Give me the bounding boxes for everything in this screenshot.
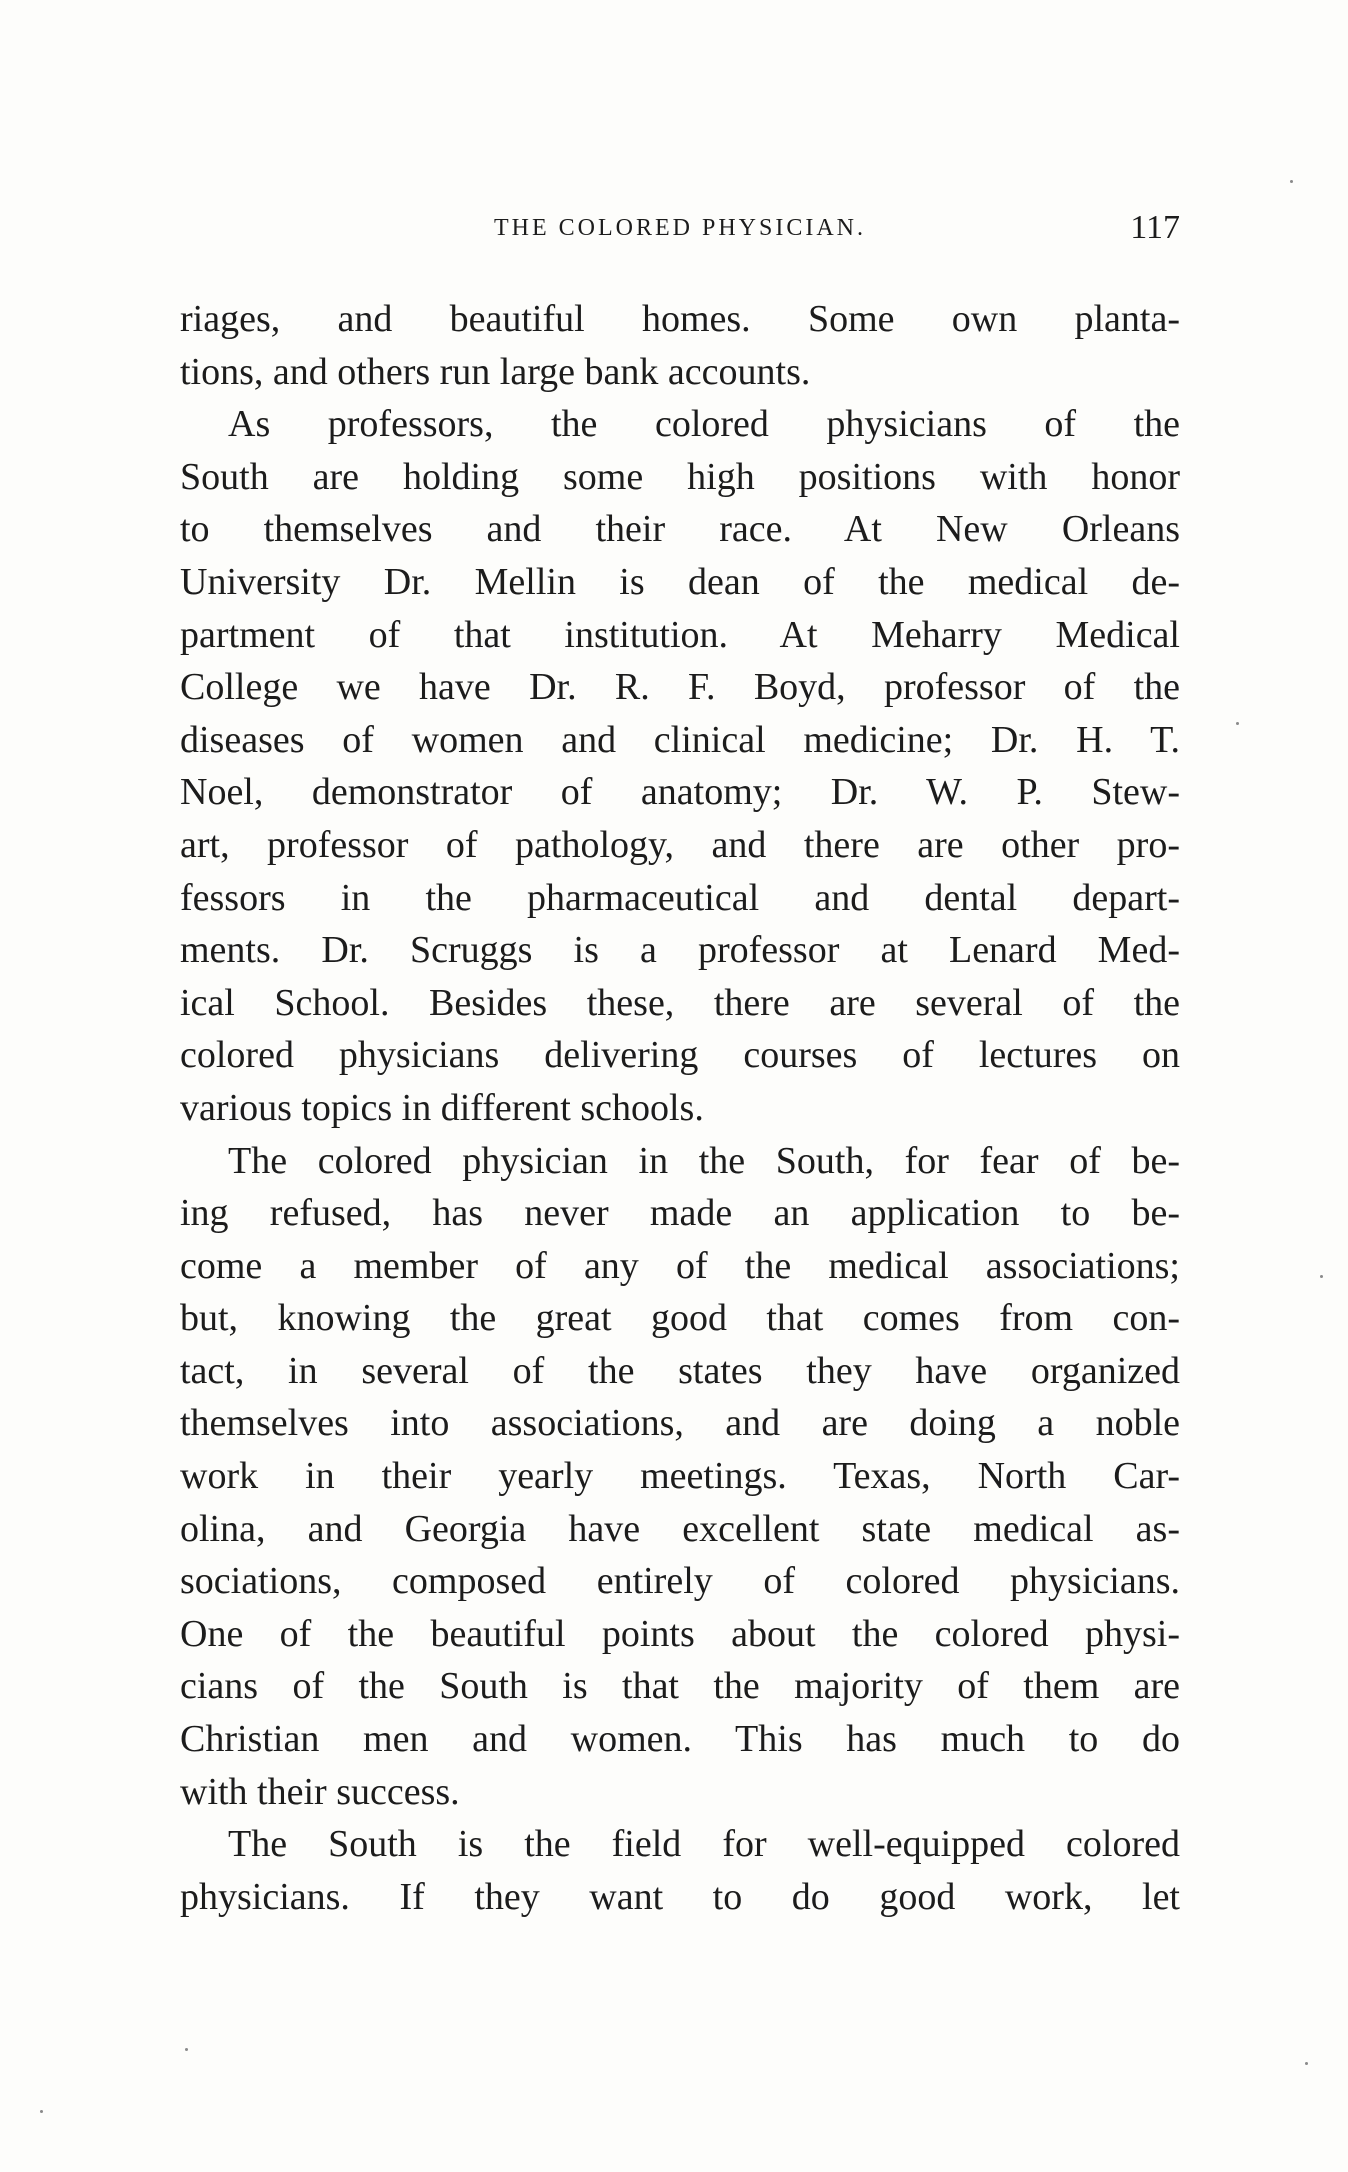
text-line: various topics in different schools. xyxy=(180,1086,704,1129)
body-text xyxy=(180,293,1180,1923)
text-line: South are holding some high positions with honor xyxy=(180,455,1180,498)
text-line: University Dr. Mellin is dean of the medical de- xyxy=(180,560,1180,603)
text-line: ments. Dr. Scruggs is a professor at Lenard Med- xyxy=(180,929,1180,972)
text-line: diseases of women and clinical medicine; Dr. H. T. xyxy=(180,718,1180,761)
text-line: come a member of any of the medical associations; xyxy=(180,1244,1180,1287)
text-line: One of the beautiful points about the colored physi- xyxy=(180,1612,1180,1655)
text-line: themselves into associations, and are doing a noble xyxy=(180,1402,1180,1445)
text-line: colored physicians delivering courses of lectures on xyxy=(180,1034,1180,1077)
text-line: sociations, composed entirely of colored physicians. xyxy=(180,1560,1180,1603)
text-line: Noel, demonstrator of anatomy; Dr. W. P. Stew- xyxy=(180,771,1180,814)
paper-speck xyxy=(1320,1275,1323,1278)
paper-speck xyxy=(1305,2062,1308,2065)
text-line: tact, in several of the states they have organized xyxy=(180,1349,1180,1392)
text-line: to themselves and their race. At New Orleans xyxy=(180,508,1180,551)
text-line: The South is the field for well-equipped colored xyxy=(228,1823,1180,1866)
text-line: fessors in the pharmaceutical and dental depart- xyxy=(180,876,1180,919)
text-line: Christian men and women. This has much to do xyxy=(180,1718,1180,1761)
text-line: work in their yearly meetings. Texas, North Car- xyxy=(180,1455,1180,1498)
paper-speck xyxy=(1290,180,1293,183)
paper-speck xyxy=(40,2110,43,2113)
text-line: physicians. If they want to do good work, let xyxy=(180,1875,1180,1918)
text-line: riages, and beautiful homes. Some own planta- xyxy=(180,298,1180,340)
text-line: College we have Dr. R. F. Boyd, professor of the xyxy=(180,666,1180,709)
paper-speck xyxy=(1236,722,1239,725)
text-line: The colored physician in the South, for fear of be- xyxy=(228,1139,1180,1182)
text-line: art, professor of pathology, and there are other pro- xyxy=(180,823,1180,866)
page-number: 117 xyxy=(1130,209,1180,246)
text-line: As professors, the colored physicians of the xyxy=(228,403,1180,446)
text-line: but, knowing the great good that comes from con- xyxy=(180,1297,1180,1340)
text-line: tions, and others run large bank accounts. xyxy=(180,350,811,393)
text-line: ing refused, has never made an application to be- xyxy=(180,1192,1180,1235)
text-line: olina, and Georgia have excellent state medical as- xyxy=(180,1507,1180,1550)
text-line: ical School. Besides these, there are several of the xyxy=(180,981,1180,1024)
text-line: cians of the South is that the majority of them are xyxy=(180,1665,1180,1708)
running-head xyxy=(180,208,1180,248)
paper-speck xyxy=(185,2048,188,2051)
running-title: THE COLORED PHYSICIAN. xyxy=(494,215,866,241)
text-line: partment of that institution. At Meharry Medical xyxy=(180,613,1180,656)
text-line: with their success. xyxy=(180,1770,460,1813)
